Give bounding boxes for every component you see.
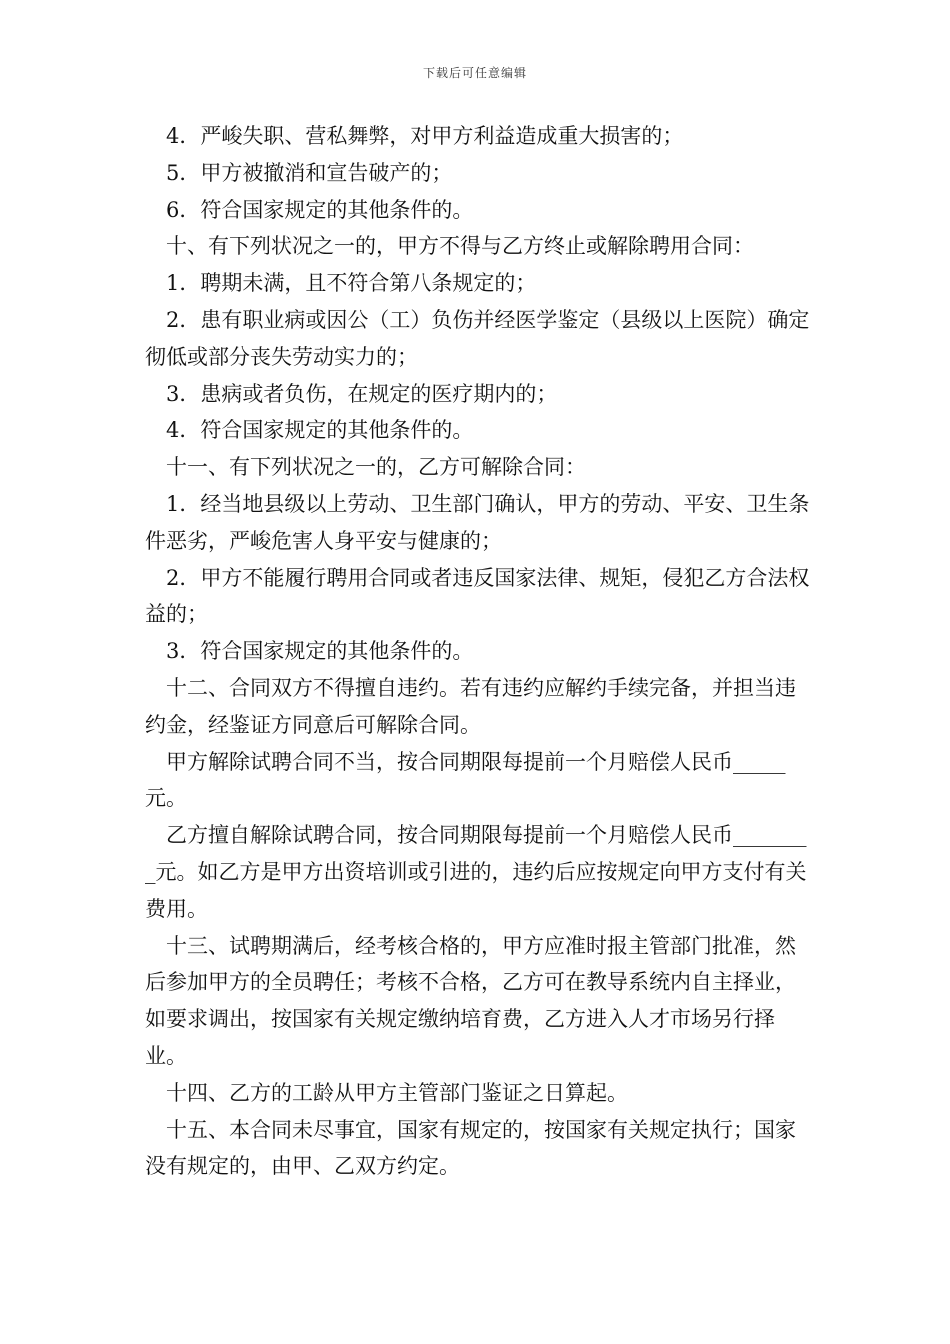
section-15: 十五、本合同未尽事宜，国家有规定的，按国家有关规定执行；国家没有规定的，由甲、乙双方约定。: [145, 1117, 796, 1179]
clause-item: 2．患有职业病或因公（工）负伤并经医学鉴定（县级以上医院）确定彻低或部分丧失劳动实力的；: [145, 307, 810, 369]
section-heading-11: 十一、有下列状况之一的，乙方可解除合同：: [166, 455, 586, 480]
penalty-party-a: 甲方解除试聘合同不当，按合同期限每提前一个月赔偿人民币_____元。: [145, 749, 786, 811]
document-body: [145, 118, 810, 1185]
clause-item: 1．经当地县级以上劳动、卫生部门确认，甲方的劳动、平安、卫生条件恶劣，严峻危害人身平安与健康的；: [145, 491, 810, 553]
clause-item: 5．甲方被撤消和宣告破产的；: [166, 160, 453, 185]
clause-item: 4．符合国家规定的其他条件的。: [166, 418, 474, 443]
section-12: 十二、合同双方不得擅自违约。若有违约应解约手续完备，并担当违约金，经鉴证方同意后可解除合同。: [145, 675, 796, 737]
clause-item: 2．甲方不能履行聘用合同或者违反国家法律、规矩，侵犯乙方合法权益的；: [145, 565, 810, 627]
section-13: 十三、试聘期满后，经考核合格的，甲方应准时报主管部门批准，然后参加甲方的全员聘任；考核不合格，乙方可在教导系统内自主择业，如要求调出，按国家有关规定缴纳培育费，乙方进入人才市场另行择业。: [145, 933, 796, 1068]
clause-item: 4．严峻失职、营私舞弊，对甲方利益造成重大损害的；: [166, 124, 684, 148]
clause-item: 3．患病或者负伤，在规定的医疗期内的；: [166, 381, 558, 406]
penalty-party-b: 乙方擅自解除试聘合同，按合同期限每提前一个月赔偿人民币________元。如乙方是甲方出资培训或引进的，违约后应按规定向甲方支付有关费用。: [145, 823, 807, 921]
section-14: 十四、乙方的工龄从甲方主管部门鉴证之日算起。: [166, 1080, 628, 1105]
page-header: 下载后可任意编辑: [422, 66, 527, 80]
clause-item: 3．符合国家规定的其他条件的。: [166, 639, 474, 664]
clause-item: 1．聘期未满，且不符合第八条规定的；: [166, 271, 537, 296]
clause-item: 6．符合国家规定的其他条件的。: [166, 197, 474, 222]
section-heading-10: 十、有下列状况之一的，甲方不得与乙方终止或解除聘用合同：: [166, 234, 754, 259]
